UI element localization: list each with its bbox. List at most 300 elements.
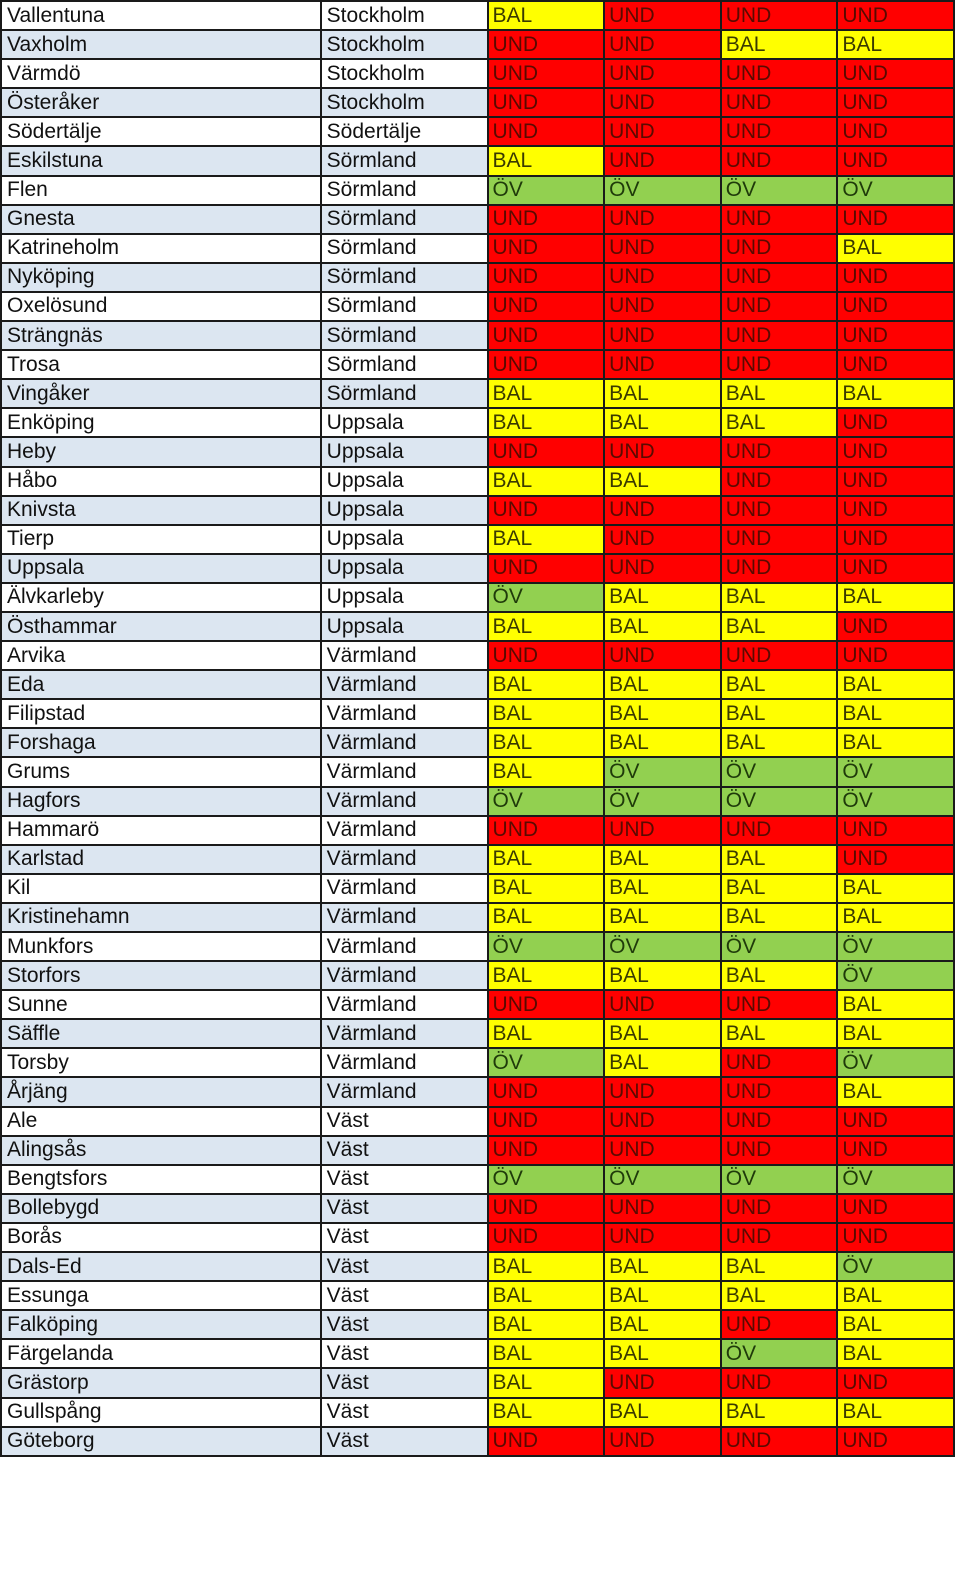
- status-cell-1: BAL: [488, 525, 605, 554]
- municipality-cell: Heby: [1, 437, 321, 466]
- status-cell-3: UND: [721, 350, 838, 379]
- status-cell-4: UND: [837, 467, 954, 496]
- status-cell-1: BAL: [488, 467, 605, 496]
- status-cell-1: UND: [488, 205, 605, 234]
- status-cell-3: UND: [721, 1223, 838, 1252]
- region-cell: Värmland: [321, 961, 488, 990]
- status-cell-1: UND: [488, 88, 605, 117]
- table-row: [1, 263, 954, 292]
- status-cell-1: UND: [488, 117, 605, 146]
- region-cell: Värmland: [321, 903, 488, 932]
- status-cell-1: BAL: [488, 845, 605, 874]
- table-row: [1, 1165, 954, 1194]
- status-cell-2: UND: [604, 59, 721, 88]
- municipality-cell: Grästorp: [1, 1368, 321, 1397]
- region-cell: Sörmland: [321, 176, 488, 205]
- region-cell: Väst: [321, 1398, 488, 1427]
- status-cell-3: BAL: [721, 1252, 838, 1281]
- status-cell-1: BAL: [488, 699, 605, 728]
- status-cell-4: UND: [837, 816, 954, 845]
- municipality-cell: Göteborg: [1, 1427, 321, 1456]
- region-cell: Värmland: [321, 1019, 488, 1048]
- status-cell-2: UND: [604, 88, 721, 117]
- region-cell: Värmland: [321, 641, 488, 670]
- municipality-cell: Säffle: [1, 1019, 321, 1048]
- status-cell-1: BAL: [488, 1310, 605, 1339]
- status-cell-1: BAL: [488, 1, 605, 30]
- table-row: [1, 379, 954, 408]
- status-cell-1: ÖV: [488, 583, 605, 612]
- status-cell-3: UND: [721, 1194, 838, 1223]
- table-body: [1, 1, 954, 1456]
- status-cell-4: UND: [837, 263, 954, 292]
- status-cell-2: ÖV: [604, 1165, 721, 1194]
- status-cell-2: ÖV: [604, 176, 721, 205]
- municipality-cell: Enköping: [1, 408, 321, 437]
- status-cell-1: UND: [488, 30, 605, 59]
- status-cell-3: BAL: [721, 1281, 838, 1310]
- region-cell: Sörmland: [321, 234, 488, 263]
- table-row: [1, 1310, 954, 1339]
- status-cell-3: UND: [721, 146, 838, 175]
- status-cell-2: UND: [604, 117, 721, 146]
- table-row: [1, 1427, 954, 1456]
- table-row: [1, 699, 954, 728]
- status-cell-4: BAL: [837, 1019, 954, 1048]
- status-cell-4: BAL: [837, 1281, 954, 1310]
- status-cell-1: UND: [488, 437, 605, 466]
- table-row: [1, 670, 954, 699]
- municipality-cell: Karlstad: [1, 845, 321, 874]
- status-cell-3: BAL: [721, 961, 838, 990]
- table-row: [1, 117, 954, 146]
- status-cell-2: UND: [604, 1223, 721, 1252]
- status-cell-3: BAL: [721, 670, 838, 699]
- status-cell-1: BAL: [488, 612, 605, 641]
- status-cell-4: UND: [837, 1427, 954, 1456]
- status-cell-2: BAL: [604, 845, 721, 874]
- table-row: [1, 525, 954, 554]
- status-cell-2: BAL: [604, 379, 721, 408]
- table-row: [1, 1107, 954, 1136]
- status-cell-2: ÖV: [604, 932, 721, 961]
- table-row: [1, 1019, 954, 1048]
- status-cell-2: BAL: [604, 1281, 721, 1310]
- region-cell: Värmland: [321, 728, 488, 757]
- status-cell-2: UND: [604, 554, 721, 583]
- region-cell: Södertälje: [321, 117, 488, 146]
- municipality-cell: Färgelanda: [1, 1339, 321, 1368]
- status-cell-3: UND: [721, 1310, 838, 1339]
- municipality-cell: Borås: [1, 1223, 321, 1252]
- status-cell-3: UND: [721, 496, 838, 525]
- municipality-cell: Vaxholm: [1, 30, 321, 59]
- region-cell: Väst: [321, 1194, 488, 1223]
- status-cell-4: UND: [837, 525, 954, 554]
- status-cell-1: BAL: [488, 1339, 605, 1368]
- status-cell-4: BAL: [837, 1310, 954, 1339]
- table-row: [1, 59, 954, 88]
- status-cell-4: BAL: [837, 583, 954, 612]
- status-cell-2: UND: [604, 525, 721, 554]
- status-cell-4: UND: [837, 146, 954, 175]
- status-cell-2: UND: [604, 30, 721, 59]
- table-row: [1, 961, 954, 990]
- table-row: [1, 932, 954, 961]
- status-cell-4: UND: [837, 1107, 954, 1136]
- table-row: [1, 234, 954, 263]
- status-cell-1: UND: [488, 263, 605, 292]
- region-cell: Uppsala: [321, 583, 488, 612]
- status-cell-1: UND: [488, 1107, 605, 1136]
- region-cell: Värmland: [321, 670, 488, 699]
- status-cell-1: UND: [488, 1194, 605, 1223]
- status-cell-3: UND: [721, 641, 838, 670]
- status-cell-1: BAL: [488, 408, 605, 437]
- status-cell-2: UND: [604, 263, 721, 292]
- region-cell: Väst: [321, 1223, 488, 1252]
- status-cell-4: ÖV: [837, 787, 954, 816]
- status-cell-2: BAL: [604, 903, 721, 932]
- region-cell: Uppsala: [321, 496, 488, 525]
- municipality-cell: Falköping: [1, 1310, 321, 1339]
- status-cell-4: BAL: [837, 234, 954, 263]
- status-cell-4: BAL: [837, 728, 954, 757]
- status-cell-3: BAL: [721, 1019, 838, 1048]
- municipality-cell: Årjäng: [1, 1077, 321, 1106]
- region-cell: Värmland: [321, 699, 488, 728]
- municipality-cell: Kristinehamn: [1, 903, 321, 932]
- status-cell-2: BAL: [604, 1252, 721, 1281]
- region-cell: Uppsala: [321, 408, 488, 437]
- municipality-cell: Gnesta: [1, 205, 321, 234]
- table-row: [1, 903, 954, 932]
- region-cell: Sörmland: [321, 292, 488, 321]
- status-cell-3: BAL: [721, 583, 838, 612]
- status-cell-2: UND: [604, 1368, 721, 1397]
- table-row: [1, 612, 954, 641]
- municipality-cell: Knivsta: [1, 496, 321, 525]
- region-cell: Sörmland: [321, 146, 488, 175]
- table-row: [1, 496, 954, 525]
- status-cell-4: ÖV: [837, 176, 954, 205]
- status-cell-2: UND: [604, 1427, 721, 1456]
- region-cell: Värmland: [321, 845, 488, 874]
- status-cell-3: ÖV: [721, 787, 838, 816]
- table-row: [1, 205, 954, 234]
- municipality-cell: Torsby: [1, 1048, 321, 1077]
- region-cell: Uppsala: [321, 467, 488, 496]
- table-row: [1, 467, 954, 496]
- status-cell-2: BAL: [604, 467, 721, 496]
- municipality-cell: Forshaga: [1, 728, 321, 757]
- table-row: [1, 787, 954, 816]
- status-cell-4: ÖV: [837, 932, 954, 961]
- status-cell-2: BAL: [604, 699, 721, 728]
- status-cell-3: ÖV: [721, 932, 838, 961]
- municipality-cell: Munkfors: [1, 932, 321, 961]
- municipality-cell: Grums: [1, 757, 321, 786]
- municipality-cell: Ale: [1, 1107, 321, 1136]
- table-row: [1, 1077, 954, 1106]
- municipality-cell: Kil: [1, 874, 321, 903]
- municipality-cell: Sunne: [1, 990, 321, 1019]
- status-cell-2: BAL: [604, 1398, 721, 1427]
- region-cell: Värmland: [321, 787, 488, 816]
- status-cell-3: UND: [721, 1, 838, 30]
- status-cell-3: UND: [721, 263, 838, 292]
- status-cell-1: BAL: [488, 1281, 605, 1310]
- region-cell: Värmland: [321, 757, 488, 786]
- status-cell-3: ÖV: [721, 1165, 838, 1194]
- status-cell-4: BAL: [837, 30, 954, 59]
- region-cell: Väst: [321, 1339, 488, 1368]
- status-cell-4: ÖV: [837, 1165, 954, 1194]
- status-cell-1: UND: [488, 59, 605, 88]
- status-cell-4: BAL: [837, 874, 954, 903]
- municipality-cell: Gullspång: [1, 1398, 321, 1427]
- status-cell-2: UND: [604, 146, 721, 175]
- table-row: [1, 30, 954, 59]
- status-cell-2: UND: [604, 292, 721, 321]
- region-cell: Väst: [321, 1136, 488, 1165]
- status-cell-2: BAL: [604, 408, 721, 437]
- table-row: [1, 1252, 954, 1281]
- table-row: [1, 757, 954, 786]
- municipality-cell: Hagfors: [1, 787, 321, 816]
- status-cell-3: UND: [721, 1136, 838, 1165]
- status-cell-2: BAL: [604, 612, 721, 641]
- status-cell-3: UND: [721, 1427, 838, 1456]
- municipality-cell: Storfors: [1, 961, 321, 990]
- status-cell-2: ÖV: [604, 757, 721, 786]
- municipality-cell: Eskilstuna: [1, 146, 321, 175]
- region-cell: Sörmland: [321, 321, 488, 350]
- region-cell: Stockholm: [321, 1, 488, 30]
- status-cell-3: UND: [721, 1368, 838, 1397]
- status-cell-3: BAL: [721, 30, 838, 59]
- municipality-cell: Vallentuna: [1, 1, 321, 30]
- status-cell-1: BAL: [488, 146, 605, 175]
- status-cell-1: BAL: [488, 757, 605, 786]
- region-cell: Stockholm: [321, 30, 488, 59]
- municipality-cell: Flen: [1, 176, 321, 205]
- status-cell-1: BAL: [488, 874, 605, 903]
- table-row: [1, 1281, 954, 1310]
- table-row: [1, 1368, 954, 1397]
- table-row: [1, 1339, 954, 1368]
- region-cell: Värmland: [321, 932, 488, 961]
- status-cell-4: BAL: [837, 1077, 954, 1106]
- status-cell-4: BAL: [837, 699, 954, 728]
- status-cell-2: UND: [604, 641, 721, 670]
- region-cell: Uppsala: [321, 437, 488, 466]
- status-cell-4: UND: [837, 88, 954, 117]
- status-cell-4: UND: [837, 205, 954, 234]
- status-cell-3: BAL: [721, 874, 838, 903]
- status-cell-2: UND: [604, 205, 721, 234]
- status-cell-1: BAL: [488, 379, 605, 408]
- municipality-cell: Värmdö: [1, 59, 321, 88]
- region-cell: Väst: [321, 1281, 488, 1310]
- status-cell-3: UND: [721, 816, 838, 845]
- region-cell: Uppsala: [321, 612, 488, 641]
- status-cell-1: ÖV: [488, 1048, 605, 1077]
- status-cell-3: UND: [721, 1107, 838, 1136]
- status-cell-4: BAL: [837, 379, 954, 408]
- status-cell-2: UND: [604, 816, 721, 845]
- municipality-cell: Nyköping: [1, 263, 321, 292]
- table-row: [1, 816, 954, 845]
- status-cell-1: UND: [488, 292, 605, 321]
- status-cell-3: ÖV: [721, 176, 838, 205]
- municipality-cell: Katrineholm: [1, 234, 321, 263]
- status-cell-4: BAL: [837, 1339, 954, 1368]
- status-cell-4: UND: [837, 641, 954, 670]
- table-row: [1, 583, 954, 612]
- municipality-cell: Älvkarleby: [1, 583, 321, 612]
- status-cell-4: UND: [837, 1194, 954, 1223]
- table-row: [1, 88, 954, 117]
- status-cell-1: UND: [488, 816, 605, 845]
- status-cell-1: UND: [488, 350, 605, 379]
- municipality-cell: Bengtsfors: [1, 1165, 321, 1194]
- table-row: [1, 728, 954, 757]
- status-cell-2: BAL: [604, 961, 721, 990]
- region-cell: Uppsala: [321, 525, 488, 554]
- region-cell: Väst: [321, 1252, 488, 1281]
- status-cell-3: UND: [721, 525, 838, 554]
- status-cell-2: BAL: [604, 1310, 721, 1339]
- table-row: [1, 1136, 954, 1165]
- municipality-cell: Trosa: [1, 350, 321, 379]
- status-cell-2: BAL: [604, 1048, 721, 1077]
- status-cell-4: UND: [837, 1223, 954, 1252]
- municipality-cell: Bollebygd: [1, 1194, 321, 1223]
- status-cell-3: UND: [721, 321, 838, 350]
- status-cell-3: UND: [721, 554, 838, 583]
- status-cell-3: ÖV: [721, 1339, 838, 1368]
- status-cell-4: ÖV: [837, 1048, 954, 1077]
- status-cell-2: UND: [604, 321, 721, 350]
- table-row: [1, 437, 954, 466]
- status-cell-1: UND: [488, 1077, 605, 1106]
- status-cell-4: UND: [837, 845, 954, 874]
- status-cell-4: UND: [837, 554, 954, 583]
- status-cell-1: UND: [488, 234, 605, 263]
- status-cell-4: UND: [837, 292, 954, 321]
- status-cell-1: UND: [488, 554, 605, 583]
- status-cell-1: BAL: [488, 1019, 605, 1048]
- table-row: [1, 1398, 954, 1427]
- status-cell-2: BAL: [604, 670, 721, 699]
- status-cell-2: UND: [604, 990, 721, 1019]
- status-cell-2: UND: [604, 437, 721, 466]
- status-cell-2: UND: [604, 1, 721, 30]
- status-cell-4: UND: [837, 321, 954, 350]
- status-cell-2: BAL: [604, 728, 721, 757]
- table-row: [1, 321, 954, 350]
- status-cell-1: BAL: [488, 728, 605, 757]
- municipality-cell: Strängnäs: [1, 321, 321, 350]
- status-cell-2: UND: [604, 350, 721, 379]
- status-cell-3: BAL: [721, 903, 838, 932]
- status-cell-4: UND: [837, 496, 954, 525]
- status-cell-4: UND: [837, 350, 954, 379]
- region-cell: Väst: [321, 1107, 488, 1136]
- status-cell-1: BAL: [488, 670, 605, 699]
- status-cell-3: UND: [721, 234, 838, 263]
- table-row: [1, 1223, 954, 1252]
- status-cell-3: BAL: [721, 408, 838, 437]
- status-cell-4: UND: [837, 1136, 954, 1165]
- status-cell-4: UND: [837, 437, 954, 466]
- status-cell-1: ÖV: [488, 932, 605, 961]
- status-cell-4: UND: [837, 408, 954, 437]
- status-cell-2: UND: [604, 1136, 721, 1165]
- status-cell-2: UND: [604, 234, 721, 263]
- status-cell-2: UND: [604, 496, 721, 525]
- status-cell-1: BAL: [488, 1368, 605, 1397]
- status-cell-1: ÖV: [488, 787, 605, 816]
- status-cell-3: UND: [721, 292, 838, 321]
- status-cell-2: UND: [604, 1077, 721, 1106]
- status-cell-4: UND: [837, 1, 954, 30]
- status-cell-3: BAL: [721, 699, 838, 728]
- region-cell: Värmland: [321, 1077, 488, 1106]
- region-cell: Väst: [321, 1165, 488, 1194]
- table-row: [1, 641, 954, 670]
- municipality-cell: Arvika: [1, 641, 321, 670]
- municipality-cell: Oxelösund: [1, 292, 321, 321]
- status-cell-1: UND: [488, 990, 605, 1019]
- table-row: [1, 408, 954, 437]
- status-cell-3: UND: [721, 1048, 838, 1077]
- table-row: [1, 350, 954, 379]
- municipality-cell: Håbo: [1, 467, 321, 496]
- status-cell-3: UND: [721, 59, 838, 88]
- status-cell-1: BAL: [488, 1252, 605, 1281]
- municipality-cell: Essunga: [1, 1281, 321, 1310]
- status-cell-3: UND: [721, 88, 838, 117]
- region-cell: Stockholm: [321, 88, 488, 117]
- status-cell-4: BAL: [837, 1398, 954, 1427]
- table-row: [1, 1194, 954, 1223]
- status-cell-2: UND: [604, 1194, 721, 1223]
- region-cell: Sörmland: [321, 350, 488, 379]
- status-cell-4: BAL: [837, 903, 954, 932]
- table-row: [1, 554, 954, 583]
- status-cell-4: UND: [837, 1368, 954, 1397]
- municipality-cell: Södertälje: [1, 117, 321, 146]
- status-cell-1: BAL: [488, 1398, 605, 1427]
- table-row: [1, 845, 954, 874]
- status-cell-4: BAL: [837, 670, 954, 699]
- table-row: [1, 1, 954, 30]
- status-cell-3: UND: [721, 205, 838, 234]
- table-row: [1, 292, 954, 321]
- region-cell: Stockholm: [321, 59, 488, 88]
- status-cell-4: ÖV: [837, 757, 954, 786]
- status-cell-3: UND: [721, 990, 838, 1019]
- status-cell-4: BAL: [837, 990, 954, 1019]
- municipality-cell: Vingåker: [1, 379, 321, 408]
- status-cell-1: UND: [488, 1427, 605, 1456]
- status-cell-3: BAL: [721, 728, 838, 757]
- status-cell-3: BAL: [721, 1398, 838, 1427]
- region-cell: Väst: [321, 1310, 488, 1339]
- status-cell-1: ÖV: [488, 176, 605, 205]
